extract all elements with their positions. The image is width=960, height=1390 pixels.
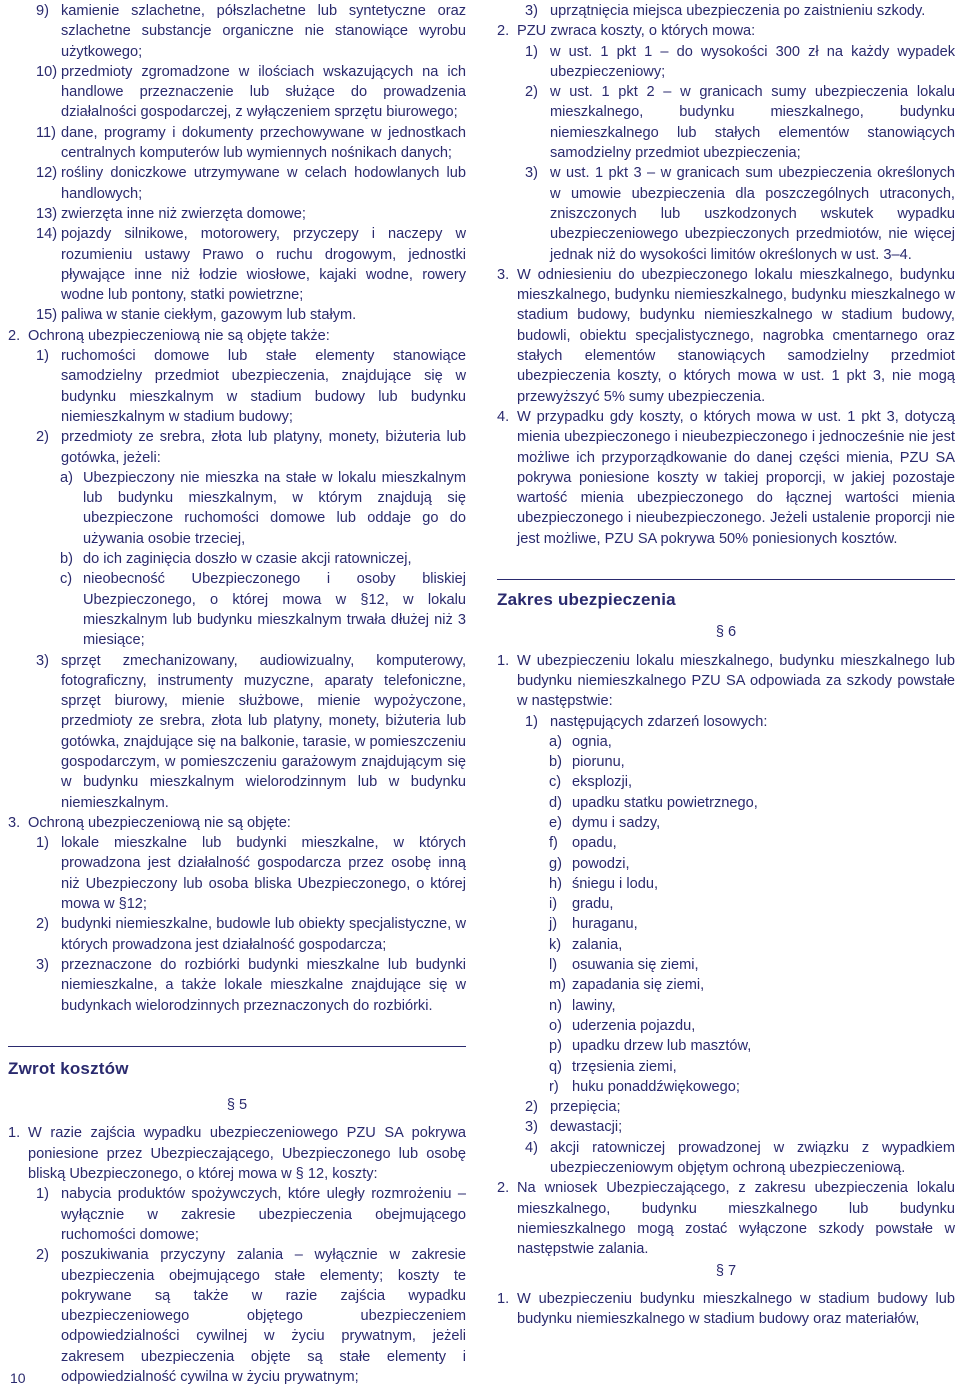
list-item: 1) następujących zdarzeń losowych: [525,713,768,730]
event-item: j) huraganu, [549,916,638,933]
list-item: 2) w ust. 1 pkt 2 – w granicach sumy ubezpieczenia lokalu mieszkalnego, budynku mieszkalnego, budynku niemieszkalnego lub stałych elementów stanowiących samodzielny przedmiot ubezpieczenia; [525,84,955,162]
list-item: 14) pojazdy silnikowe, motorowery, przyczepy i naczepy w rozumieniu ustawy Prawo o ruchu drogowym, jednostki pływające inne niż łodzie wiosłowe, kajaki wodne, rowery wodne lub pontony, statki powietrzne; [36,226,466,304]
list-item: 9) kamienie szlachetne, półszlachetne lub syntetyczne oraz szlachetne substancje organiczne nie stanowiące wyrobu użytkowego; [36,3,466,60]
list-item: 1) nabycia produktów spożywczych, które uległy rozmrożeniu – wyłącznie w zakresie ubezpieczenia obejmującego ruchomości domowe; [36,1186,466,1243]
list-item: 4) akcji ratowniczej prowadzonej w związku z wypadkiem ubezpieczeniowym objętym ochroną ubezpieczeniową. [525,1139,955,1177]
event-item: o) uderzenia pojazdu, [549,1017,696,1034]
event-item: b) piorunu, [549,754,625,771]
exclusions-list-continued [8,1,466,326]
event-item: f) opadu, [549,835,617,852]
list-item: 3) w ust. 1 pkt 3 – w granicach sum ubezpieczenia określonych w umowie ubezpieczenia dla poszczególnych utraconych, zniszczonych lub uszkodzonych wskutek wypadku ubezpieczeniowego ubezpieczonych przedmiotów, nie więcej jednak niż do wysokości limitów określonych w ust. 3–4. [525,165,955,263]
section-title: Zakres ubezpieczenia [497,590,676,610]
sub-list-item: a) Ubezpieczony nie mieszka na stałe w lokalu mieszkalnym lub budynku mieszkalnym, w którym znajdują się ubezpieczone ruchomości domowe lub oddaje go do używania osobie trzeciej, [60,469,466,547]
paragraph-3: 3. W odniesieniu do ubezpieczonego lokalu mieszkalnego, budynku mieszkalnego, budynku niemieszkalnego, budynku mieszkalnego w stadium budowy, budynku niemieszkalnego w stadium budowy, budowli, obiektu specjalistycznego, nagrobka cmentarnego oraz stałych elementów stanowiących samodzielny przedmiot ubezpieczenia koszty, o których mowa w ust. 1 pkt 3, nie mogą przewyższyć 5% sumy ubezpieczenia. [497,266,955,405]
list-item: 2) poszukiwania przyczyny zalania – wyłącznie w zakresie ubezpieczenia obejmującego stałe elementy; koszty te pokrywane są także w razie zajścia wypadku ubezpieczeniowego objętego ubezpieczeniem odpowiedzialności cywilnej w życiu prywatnym, jeżeli zakresem ubezpieczenia objęte są stałe elementy i odpowiedzialność cywilna w życiu prywatnym; [36,1247,466,1385]
list-item: 10) przedmioty zgromadzone w ilościach wskazujących na ich handlowe przeznaczenie lub służące do prowadzenia działalności gospodarczej, z wyłączeniem sprzętu biurowego; [36,63,466,121]
event-item: h) śniegu i lodu, [549,875,659,892]
list-item: 1) ruchomości domowe lub stałe elementy stanowiące samodzielny przedmiot ubezpieczenia, znajdujące się w budynku mieszkalnym w stadium budowy lub budynku niemieszkalnym w stadium budowy; [36,348,466,425]
section-title: Zwrot kosztów [8,1058,129,1078]
event-item: c) eksplozji, [549,774,633,791]
list-items-rest [497,1097,955,1178]
section-divider [497,579,955,580]
section-number: § 6 [715,624,737,641]
event-item: g) powodzi, [549,855,630,872]
event-item: n) lawiny, [549,997,616,1014]
event-item: r) huku ponaddźwiękowego; [549,1078,740,1095]
paragraph-2: 2. Ochroną ubezpieczeniową nie są objęte także: [8,327,330,344]
event-item: m) zapadania się ziemi, [549,977,705,994]
section-number: § 7 [715,1262,737,1279]
event-item: d) upadku statku powietrznego, [549,794,758,811]
list-item: 12) rośliny doniczkowe utrzymywane w celach hodowlanych lub handlowych; [36,165,466,202]
list-item: 11) dane, programy i dokumenty przechowywane w jednostkach centralnych komputerów lub wymiennych nośnikach danych; [36,124,466,162]
event-item: a) ognia, [549,733,612,750]
event-item: i) gradu, [549,896,614,913]
list-item: 2) budynki niemieszkalne, budowle lub obiekty specjalistyczne, w których prowadzona jest działalność gospodarcza; [36,916,466,953]
paragraph-1: 1. W razie zajścia wypadku ubezpieczeniowego PZU SA pokrywa poniesione przez Ubezpieczającego, Ubezpieczonego lub osobę bliską Ubezpieczonego, o której mowa w § 12, koszty: [8,1125,466,1183]
list-item: 3) dewastacji; [525,1119,623,1136]
event-item: q) trzęsienia ziemi, [549,1058,677,1075]
event-item: p) upadku drzew lub masztów, [549,1038,752,1055]
paragraph-2: 2. PZU zwraca koszty, o których mowa: [497,23,756,40]
paragraph-1: 1. W ubezpieczeniu budynku mieszkalnego w stadium budowy lub budynku niemieszkalnego w stadium budowy oraz materiałów, [497,1290,955,1328]
right-column [497,0,955,1329]
event-item: l) osuwania się ziemi, [549,957,699,974]
list-item: 1) lokale mieszkalne lub budynki mieszkalne, w których prowadzona jest działalność gospodarcza przez osobę inną niż Ubezpieczony lub osoba bliska Ubezpieczonego, o której mowa w §12; [36,835,466,913]
paragraph-1: 1. W ubezpieczeniu lokalu mieszkalnego, budynku mieszkalnego lub budynku niemieszkalnego PZU SA odpowiada za szkody powstałe w następstwie: [497,652,955,710]
list-item: 3) przeznaczone do rozbiórki budynki mieszkalne lub budynki niemieszkalne, a także lokale mieszkalne znajdujące się w budynkach wielorodzinnych przeznaczonych do rozbiórki. [36,956,466,1014]
list-item: 3) sprzęt zmechanizowany, audiowizualny, komputerowy, fotograficzny, instrumenty muzyczne, aparaty telefoniczne, sprzęt biurowy, mienie służbowe, mienie wypożyczone, przedmioty ze srebra, złota lub platyny, monety, biżuteria lub gotówka, znajdujące się na balkonie, tarasie, w pomieszczeniu gospodarczym, w pomieszczeniu garażowym znajdującym się w budynku mieszkalnym wielorodzinnym lub w budynku niemieszkalnym. [36,652,466,811]
list-item: 3) uprzątnięcia miejsca ubezpieczenia po zaistnieniu szkody. [525,3,926,19]
list-item: 2) przepięcia; [525,1099,621,1116]
sub-list-item: c) nieobecność Ubezpieczonego i osoby bliskiej Ubezpieczonego, o której mowa w §12, w lokalu mieszkalnym lub budynku mieszkalnym trwała dłużej niż 3 miesiące; [60,571,466,649]
list-item: 2) przedmioty ze srebra, złota lub platyny, monety, biżuteria lub gotówka, jeżeli: [36,429,466,466]
list-item: 1) w ust. 1 pkt 1 – do wysokości 300 zł na każdy wypadek ubezpieczeniowy; [525,43,955,80]
paragraph-2: 2. Na wniosek Ubezpieczającego, z zakresu ubezpieczenia lokalu mieszkalnego, budynku mieszkalnego lub budynku niemieszkalnego mogą zostać wyłączone szkody powstałe w następstwie zalania. [497,1180,955,1258]
paragraph-4: 4. W przypadku gdy koszty, o których mowa w ust. 1 pkt 3, dotyczą mienia ubezpieczonego i nieubezpieczonego i jednocześnie nie jest możliwe ich przyporządkowanie do danej części mienia, PZU SA pokrywa poniesione koszty w takiej proporcji, w jakiej pozostaje wartość mienia ubezpieczonego do łącznej wartości mienia ubezpieczonego i nieubezpieczonego. Jeżeli ustalenie proporcji nie jest możliwe, PZU SA pokrywa 50% poniesionych kosztów. [497,408,955,547]
event-list [497,732,955,1097]
paragraph-3: 3. Ochroną ubezpieczeniową nie są objęte: [8,814,291,831]
event-item: k) zalania, [549,936,623,953]
event-item: e) dymu i sadzy, [549,814,661,831]
section-divider [8,1046,466,1047]
page-number: 10 [10,1370,26,1386]
left-column [8,0,466,1387]
sub-list-item: b) do ich zaginięcia doszło w czasie akcji ratowniczej, [60,551,412,568]
list-item: 13) zwierzęta inne niż zwierzęta domowe; [36,205,306,222]
list-item: 15) paliwa w stanie ciekłym, gazowym lub stałym. [36,307,357,324]
section-number: § 5 [226,1097,248,1114]
